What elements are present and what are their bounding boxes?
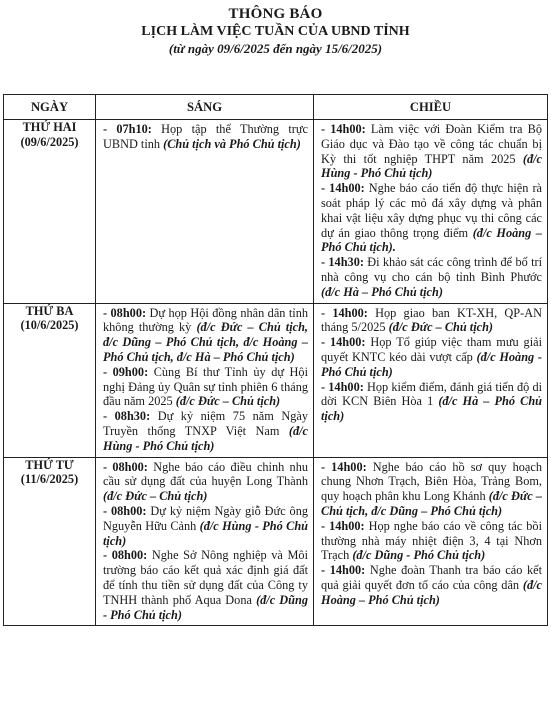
item-text: Họp nghe báo cáo về công tác bồi thường nhà máy nhiệt điện 3, 4 tại Nhơn Trạch [321,518,542,563]
item-persons: (đ/c Hùng - Phó Chủ tịch) [103,423,308,453]
item-persons: (đ/c Hoàng – Phó Chủ tịch). [321,225,543,255]
item-time: - 14h00: [321,305,368,320]
schedule-item [321,306,542,336]
item-persons: (đ/c Hùng - Phó Chủ tịch) [103,518,308,548]
morning-cell [96,303,314,457]
item-persons: (đ/c Hà – Phó Chủ tịch) [321,284,443,299]
item-text: Dự kỷ niệm Ngày giỗ Đức ông Nguyễn Hữu Cảnh [103,503,308,533]
schedule-item [321,335,542,379]
schedule-item [321,122,542,181]
item-persons: (đ/c Đức – Chủ tịch) [388,320,494,335]
schedule-title: LỊCH LÀM VIỆC TUẦN CỦA UBND TỈNH [141,24,410,39]
item-time: - 14h00: [321,563,366,578]
item-time: - 07h10: [103,122,152,136]
item-persons: (đ/c Dũng - Phó Chủ tịch) [352,548,486,563]
item-text: Nghe báo cáo điều chỉnh nhu cầu sử dụng đất của huyện Long Thành [103,459,308,489]
day-cell [4,120,96,304]
item-time: - 14h00: [321,335,366,350]
item-text: Cùng Bí thư Tỉnh ủy dự Hội nghị Đảng ủy Quân sự tỉnh phiên 6 tháng đầu năm 2025 [103,364,308,409]
schedule-item [103,365,308,409]
item-persons: (đ/c Hoàng – Phó Chủ tịch) [321,577,542,607]
item-time: - 08h00: [103,548,148,563]
date-range: (từ ngày 09/6/2025 đến ngày 15/6/2025) [168,41,383,56]
item-time: - 09h00: [103,364,149,379]
item-text: Nghe Sở Nông nghiệp và Môi trường báo cáo kết quả xác định giá đất để tính thu tiền sử dụng đất của Công ty TNHH thành phố Aqua Dona [103,548,308,607]
item-persons: (đ/c Đức – Chủ tịch, đ/c Dũng – Phó Chủ tịch) [321,489,543,518]
afternoon-cell [314,303,548,457]
day-cell [4,303,96,457]
item-text: Họp Tổ giúp việc tham mưu giải quyết KNTC kéo dài vượt cấp [321,335,542,364]
item-text: Họp giao ban KT-XH, QP-AN tháng 5/2025 [321,305,542,335]
table-header-row [4,95,548,120]
schedule-item [321,563,542,607]
item-time: - 08h00: [103,503,147,518]
day-date: (09/6/2025) [20,134,79,149]
item-time: - 08h30: [103,409,151,424]
day-cell [4,457,96,626]
day-name: THỨ BA [25,303,74,318]
day-name: THỨ TƯ [25,457,74,472]
schedule-item [321,460,542,519]
item-time: - 08h00: [103,305,147,320]
item-persons: (đ/c Hoàng - Phó Chủ tịch) [321,349,542,379]
schedule-item [321,519,542,563]
column-header-day: NGÀY [4,95,96,120]
afternoon-cell [314,120,548,304]
item-persons: (Chủ tịch và Phó Chủ tịch) [163,136,301,151]
schedule-item [103,306,308,365]
morning-cell [96,457,314,626]
item-time: - 14h30: [321,255,364,270]
table-row [4,120,548,304]
schedule-item [103,409,308,453]
column-header-afternoon: CHIỀU [314,95,548,120]
schedule-item [103,460,308,504]
schedule-item [103,122,308,152]
item-persons: (đ/c Đức – Chủ tịch) [103,489,208,504]
item-persons: (đ/c Đức – Chủ tịch, đ/c Dũng – Phó Chủ tịch, đ/c Hoàng – Phó Chủ tịch, đ/c Hà – Phó Chủ tịch) [103,320,309,364]
afternoon-cell [314,457,548,626]
item-text: Làm việc với Đoàn Kiểm tra Bộ Giáo dục và Đào tạo về công tác chuẩn bị Kỳ thi tốt nghiệp THPT năm 2025 [321,122,542,166]
column-header-morning: SÁNG [96,95,314,120]
schedule-item [321,380,542,424]
item-persons: (đ/c Hà – Phó Chủ tịch) [321,394,543,424]
item-time: - 14h00: [321,459,367,474]
schedule-item [321,255,542,299]
item-text: Họp tập thể Thường trực UBND tỉnh [103,122,308,151]
item-text: Dự họp Hội đồng nhân dân tỉnh không thường kỳ [103,305,308,335]
item-time: - 14h00: [321,518,365,533]
day-date: (10/6/2025) [20,318,79,333]
schedule-item [103,548,308,622]
schedule-item [321,181,542,255]
schedule-item [103,504,308,548]
item-text: Nghe báo cáo hồ sơ quy hoạch chung Nhơn Trạch, Biên Hòa, Trảng Bom, quy hoạch phân khu Long Khánh [321,459,542,504]
item-text: Họp kiểm điểm, đánh giá tiến độ di dời KCN Biên Hòa 1 [321,379,543,409]
day-date: (11/6/2025) [20,472,79,487]
morning-cell [96,120,314,304]
item-time: - 14h00: [321,122,366,136]
item-time: - 14h00: [321,379,364,394]
item-persons: (đ/c Dũng - Phó Chủ tịch) [103,592,308,622]
schedule-body [4,120,548,626]
day-name: THỨ HAI [22,120,77,134]
schedule-table [3,94,548,626]
item-text: Nghe báo cáo tiến độ thực hiện rà soát pháp lý các mỏ đá xây dựng và phân khai vật liệu xây dựng phục vụ thi công các dự án giao thông trọng điểm [321,181,542,240]
item-time: - 08h00: [103,459,148,474]
notice-title: THÔNG BÁO [228,6,323,22]
item-time: - 14h00: [321,181,365,196]
item-persons: (đ/c Hùng - Phó Chủ tịch) [321,151,542,181]
item-text: Nghe đoàn Thanh tra báo cáo kết quả giải quyết đơn tố cáo của công dân [321,563,543,592]
table-row [4,303,548,457]
table-row [4,457,548,626]
item-persons: (đ/c Đức – Chủ tịch) [175,394,281,409]
item-text: Dự kỷ niệm 75 năm Ngày Truyền thống TNXP Việt Nam [103,409,308,438]
item-text: Đi khảo sát các công trình để bố trí nhà công vụ cho cán bộ tỉnh Bình Phước [321,255,542,284]
